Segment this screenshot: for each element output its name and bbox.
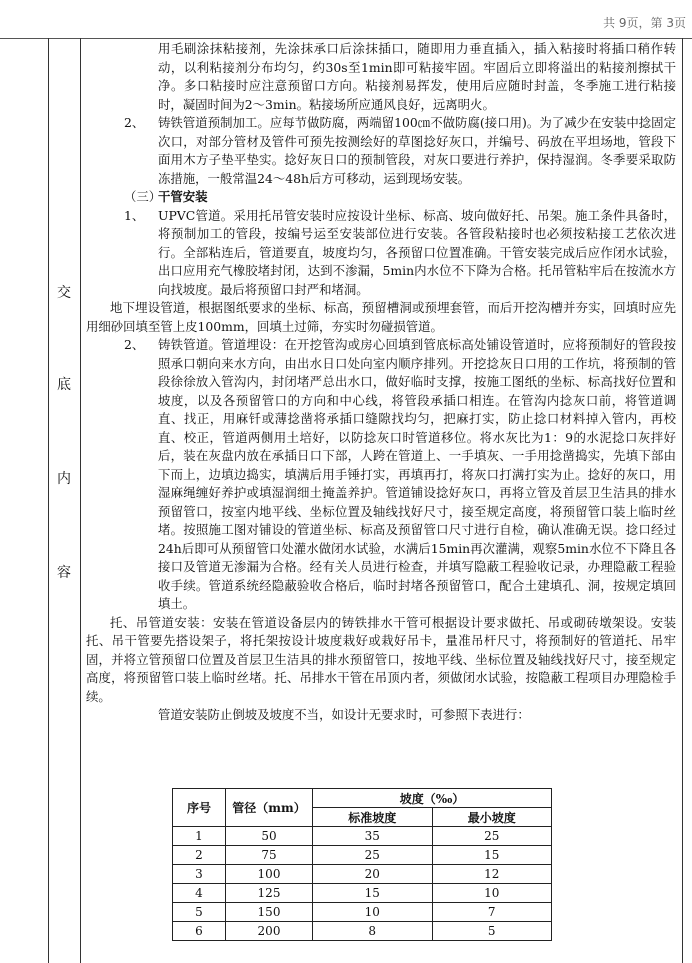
paragraph-cast-iron-burial: 铸铁管道。管道埋设：在开挖管沟或房心回填到管底标高处铺设管道时，应将预制好的管段按照承口朝向来水方向，由出水日口处向室内顺序排列。开挖捻灰日口用的工作坑，将预制的管段徐徐放入管沟内，封闭堵严总出水口，做好临时支撑，按施工图纸的坐标、标高找好位置和坡度，以及各预留管口的方向和中心线，将管段承插口相连。在管沟内捻灰口前，将管道调直、找正，用麻钎或薄捻凿将承插口缝隙找均匀，把麻打实，防止捻口材料掉入管内，再校直、校正，管道两侧用土培好，以防捻灰口时管道移位。将水灰比为1：9的水泥捻口灰拌好后，装在灰盘内放在承插日口下部，人跨在管道上、一手填灰、一手用捻凿捣实，先填下部由下而上，边填边捣实，填满后用手锤打实，再填再打，将灰口打满打实为止。捻好的灰口，用湿麻绳缠好养护或填湿润细土掩盖养护。管道铺设捻好灰口，再将立管及首层卫生洁具的排水预留管口，按室内地平线、坐标位置及轴线找好尺寸，接至规定高度，将预留管口装上临时丝堵。按照施工图对铺设的管道坐标、标高及预留管口尺寸进行自检，确认准确无误。捻口经过24h后即可从预留管口处灌水做闭水试验，水满后15min再次灌满，观察5min水位不下降且各接口及管道无渗漏为合格。经有关人员进行检查，并填写隐蔽工程验收记录，办理隐蔽工程验收手续。管道系统经隐蔽验收合格后，临时封堵各预留管口，配合土建填孔、洞，按规定填回填土。	[158, 337, 676, 611]
header-seq: 序号	[173, 789, 226, 827]
side-label-char: 底	[57, 377, 71, 393]
paragraph-cast-iron-prefab: 铸铁管道预制加工。应每节做防腐，两端留100㎝不做防腐(接口用)。为了减少在安装中捻固定次口，对部分管材及管件可预先按测绘好的草图捻好灰口，并编号、码放在平坦场地，管段下面用木方子垫平垫实。捻好灰日口的预制管段，对灰口要进行养护，保持湿润。冬季要采取防冻措施，一般常温24～48h后方可移动，运到现场安装。	[158, 115, 676, 186]
cell-minimum: 25	[432, 827, 552, 846]
cell-standard: 15	[313, 884, 433, 903]
item-number: 2、	[124, 115, 145, 130]
cell-standard: 8	[313, 922, 433, 941]
cell-minimum: 7	[432, 903, 552, 922]
cell-minimum: 5	[432, 922, 552, 941]
cell-diameter: 150	[226, 903, 313, 922]
cell-seq: 6	[173, 922, 226, 941]
header-standard: 标准坡度	[313, 808, 433, 827]
cell-minimum: 12	[432, 865, 552, 884]
cell-diameter: 50	[226, 827, 313, 846]
header-diameter: 管径（mm）	[226, 789, 313, 827]
paragraph-adhesive: 用毛刷涂抹粘接剂，先涂抹承口后涂抹插口，随即用力垂直插入，插入粘接时将插口稍作转动，以利粘接剂分布均匀，约30s至1min即可粘接牢固。牢固后立即将溢出的粘接剂擦拭干净。多口粘接时应注意预留口方向。粘接剂易挥发，使用后应随时封盖，冬季施工进行粘接时，凝固时间为2～3min。粘接场所应通风良好，远离明火。	[158, 41, 676, 112]
slope-table	[172, 788, 552, 941]
cell-standard: 20	[313, 865, 433, 884]
cell-minimum: 10	[432, 884, 552, 903]
side-label-char: 内	[57, 471, 71, 487]
cell-diameter: 100	[226, 865, 313, 884]
table-border-left	[48, 38, 49, 963]
content-body	[86, 40, 676, 725]
item-number: 1、	[124, 207, 145, 223]
table-row	[173, 827, 552, 846]
side-label-char: 交	[57, 285, 71, 301]
cell-minimum: 15	[432, 846, 552, 865]
cell-standard: 10	[313, 903, 433, 922]
list-item	[86, 336, 676, 614]
header-minimum: 最小坡度	[432, 808, 552, 827]
section-heading	[86, 188, 676, 207]
cell-standard: 35	[313, 827, 433, 846]
paragraph-table-intro: 管道安装防止倒坡及坡度不当，如设计无要求时，可参照下表进行：	[158, 707, 530, 722]
list-item	[86, 114, 676, 188]
cell-diameter: 200	[226, 922, 313, 941]
paragraph-upvc: UPVC管道。采用托吊管安装时应按设计坐标、标高、坡向做好托、吊架。施工条件具备时，将预制加工的管段，按编号运至安装部位进行安装。各管段粘接时也必须按粘接工艺依次进行。全部粘连后，管道要直，坡度均匀，各预留口位置准确。干管安装完成后应作闭水试验，出口应用充气橡胶堵封闭，达到不渗漏，5min内水位不下降为合格。托吊管粘牢后在按流水方向找坡度。最后将预留口封严和堵洞。	[158, 207, 676, 297]
table-row	[173, 903, 552, 922]
paragraph-hanger-install: 托、吊管道安装：安装在管道设备层内的铸铁排水干管可根据设计要求做托、吊或砌砖墩架设。安装托、吊干管要先搭设架子，将托架按设计坡度栽好或栽好吊卡，量准吊杆尺寸，将预制好的管道托、吊牢固，并将立管预留口位置及首层卫生洁具的排水预留管口，按地平线、坐标位置及轴线找好尺寸，接至规定高度，将预留管口装上临时丝堵。托、吊排水干管在吊顶内者，须做闭水试验，按隐蔽工程项目办理隐检手续。	[86, 614, 676, 704]
cell-standard: 25	[313, 846, 433, 865]
cell-seq: 4	[173, 884, 226, 903]
header-divider	[0, 38, 692, 39]
cell-seq: 3	[173, 865, 226, 884]
header-slope: 坡度（‰）	[313, 789, 552, 808]
table-border-right	[682, 38, 683, 963]
list-item	[86, 207, 676, 300]
cell-seq: 1	[173, 827, 226, 846]
cell-seq: 2	[173, 846, 226, 865]
table-row	[173, 884, 552, 903]
cell-seq: 5	[173, 903, 226, 922]
cell-diameter: 75	[226, 846, 313, 865]
item-number: 2、	[124, 337, 145, 352]
section-number: （三）	[124, 189, 162, 204]
table-row	[173, 922, 552, 941]
table-row	[173, 865, 552, 884]
page-number: 共 9页，第 3页	[603, 16, 686, 30]
table-border-middle	[80, 38, 81, 963]
cell-diameter: 125	[226, 884, 313, 903]
paragraph-underground: 地下埋设管道，根据图纸要求的坐标、标高，预留槽洞或预埋套管，而后开挖沟槽并夯实，回填时应先用细砂回填至管上皮100mm，回填土过筛，夯实时勿碰损管道。	[86, 300, 676, 334]
side-label-char: 容	[57, 565, 71, 581]
table-row	[173, 846, 552, 865]
section-title: 干管安装	[158, 189, 208, 204]
